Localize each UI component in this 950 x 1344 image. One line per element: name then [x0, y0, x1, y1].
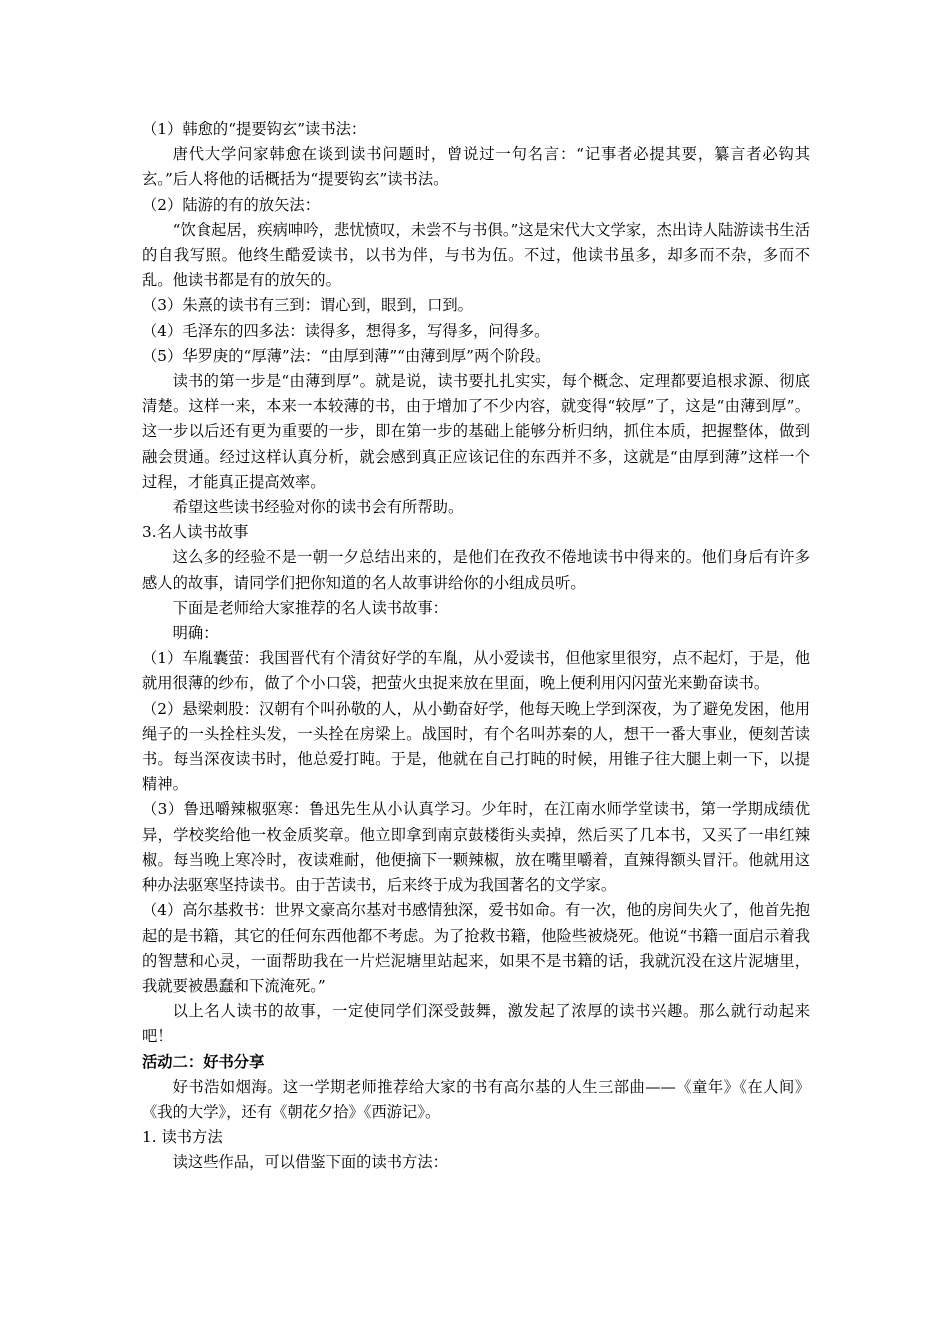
- paragraph: 这么多的经验不是一朝一夕总结出来的，是他们在孜孜不倦地读书中得来的。他们身后有许多感人的故事，请同学们把你知道的名人故事讲给你的小组成员听。: [142, 548, 810, 592]
- paragraph: （4）高尔基救书：世界文豪高尔基对书感情独深，爱书如命。有一次，他的房间失火了，他首先抱起的是书籍，其它的任何东西他都不考虑。为了抢救书籍，他险些被烧死。他说“书籍一面启示着我的智慧和心灵，一面帮助我在一片烂泥塘里站起来，如果不是书籍的话，我就沉没在这片泥塘里，我就要被愚蠢和下流淹死。”: [142, 901, 810, 995]
- paragraph: 希望这些读书经验对你的读书会有所帮助。: [172, 498, 464, 517]
- section-heading: 活动二：好书分享: [142, 1052, 265, 1071]
- paragraph: 3.名人读书故事: [142, 523, 249, 542]
- paragraph: 好书浩如烟海。这一学期老师推荐给大家的书有高尔基的人生三部曲——《童年》《在人间》《我的大学》，还有《朝花夕拾》《西游记》。: [142, 1077, 810, 1121]
- paragraph: （2）陆游的有的放矢法：: [142, 195, 320, 214]
- paragraph: 明确：: [172, 624, 219, 643]
- document-body: [142, 117, 810, 1176]
- paragraph: “饮食起居，疾病呻吟，悲忧愤叹，未尝不与书俱。”这是宋代大文学家，杰出诗人陆游读书生活的自我写照。他终生酷爱读书，以书为伴，与书为伍。不过，他读书虽多，却多而不杂，多而不乱。他读书都是有的放矢的。: [142, 220, 810, 290]
- paragraph: 读书的第一步是“由薄到厚”。就是说，读书要扎扎实实，每个概念、定理都要追根求源、彻底清楚。这样一来，本来一本较薄的书，由于增加了不少内容，就变得“较厚”了，这是“由薄到厚”。这一步以后还有更为重要的一步，即在第一步的基础上能够分析归纳，抓住本质，把握整体，做到融会贯通。经过这样认真分析，就会感到真正应该记住的东西并不多，这就是“由厚到薄”这样一个过程，才能真正提高效率。: [142, 372, 810, 491]
- paragraph: （3）鲁迅嚼辣椒驱寒：鲁迅先生从小认真学习。少年时，在江南水师学堂读书，第一学期成绩优异，学校奖给他一枚金质奖章。他立即拿到南京鼓楼街头卖掉，然后买了几本书，又买了一串红辣椒。每当晚上寒冷时，夜读难耐，他便摘下一颗辣椒，放在嘴里嚼着，直辣得额头冒汗。他就用这种办法驱寒坚持读书。由于苦读书，后来终于成为我国著名的文学家。: [142, 800, 810, 895]
- paragraph: （2）悬梁刺股：汉朝有个叫孙敬的人，从小勤奋好学，他每天晚上学到深夜，为了避免发困，他用绳子的一头拴柱头发，一头拴在房梁上。战国时，有个名叫苏秦的人，想干一番大事业，便刻苦读书。每当深夜读书时，他总爱打盹。于是，他就在自己打盹的时候，用锥子往大腿上刺一下，以提精神。: [142, 699, 810, 794]
- paragraph: 以上名人读书的故事，一定使同学们深受鼓舞，激发起了浓厚的读书兴趣。那么就行动起来吧！: [142, 1002, 810, 1046]
- paragraph: （4）毛泽东的四多法：读得多，想得多，写得多，问得多。: [142, 321, 550, 340]
- paragraph: 1. 读书方法: [142, 1128, 223, 1147]
- paragraph: （3）朱熹的读书有三到：谓心到，眼到，口到。: [142, 296, 473, 315]
- paragraph: 下面是老师给大家推荐的名人读书故事：: [172, 598, 448, 617]
- paragraph: 唐代大学问家韩愈在谈到读书问题时，曾说过一句名言：“记事者必提其要，纂言者必钩其玄。”后人将他的话概括为“提要钩玄”读书法。: [142, 145, 810, 189]
- paragraph: （1）车胤囊萤：我国晋代有个清贫好学的车胤，从小爱读书，但他家里很穷，点不起灯，于是，他就用很薄的纱布，做了个小口袋，把萤火虫捉来放在里面，晚上便利用闪闪萤光来勤奋读书。: [142, 649, 810, 693]
- paragraph: 读这些作品，可以借鉴下面的读书方法：: [172, 1153, 448, 1172]
- paragraph: （5）华罗庚的“厚薄”法：“由厚到薄”“由薄到厚”两个阶段。: [142, 346, 551, 365]
- paragraph: （1）韩愈的“提要钩玄”读书法：: [142, 120, 367, 138]
